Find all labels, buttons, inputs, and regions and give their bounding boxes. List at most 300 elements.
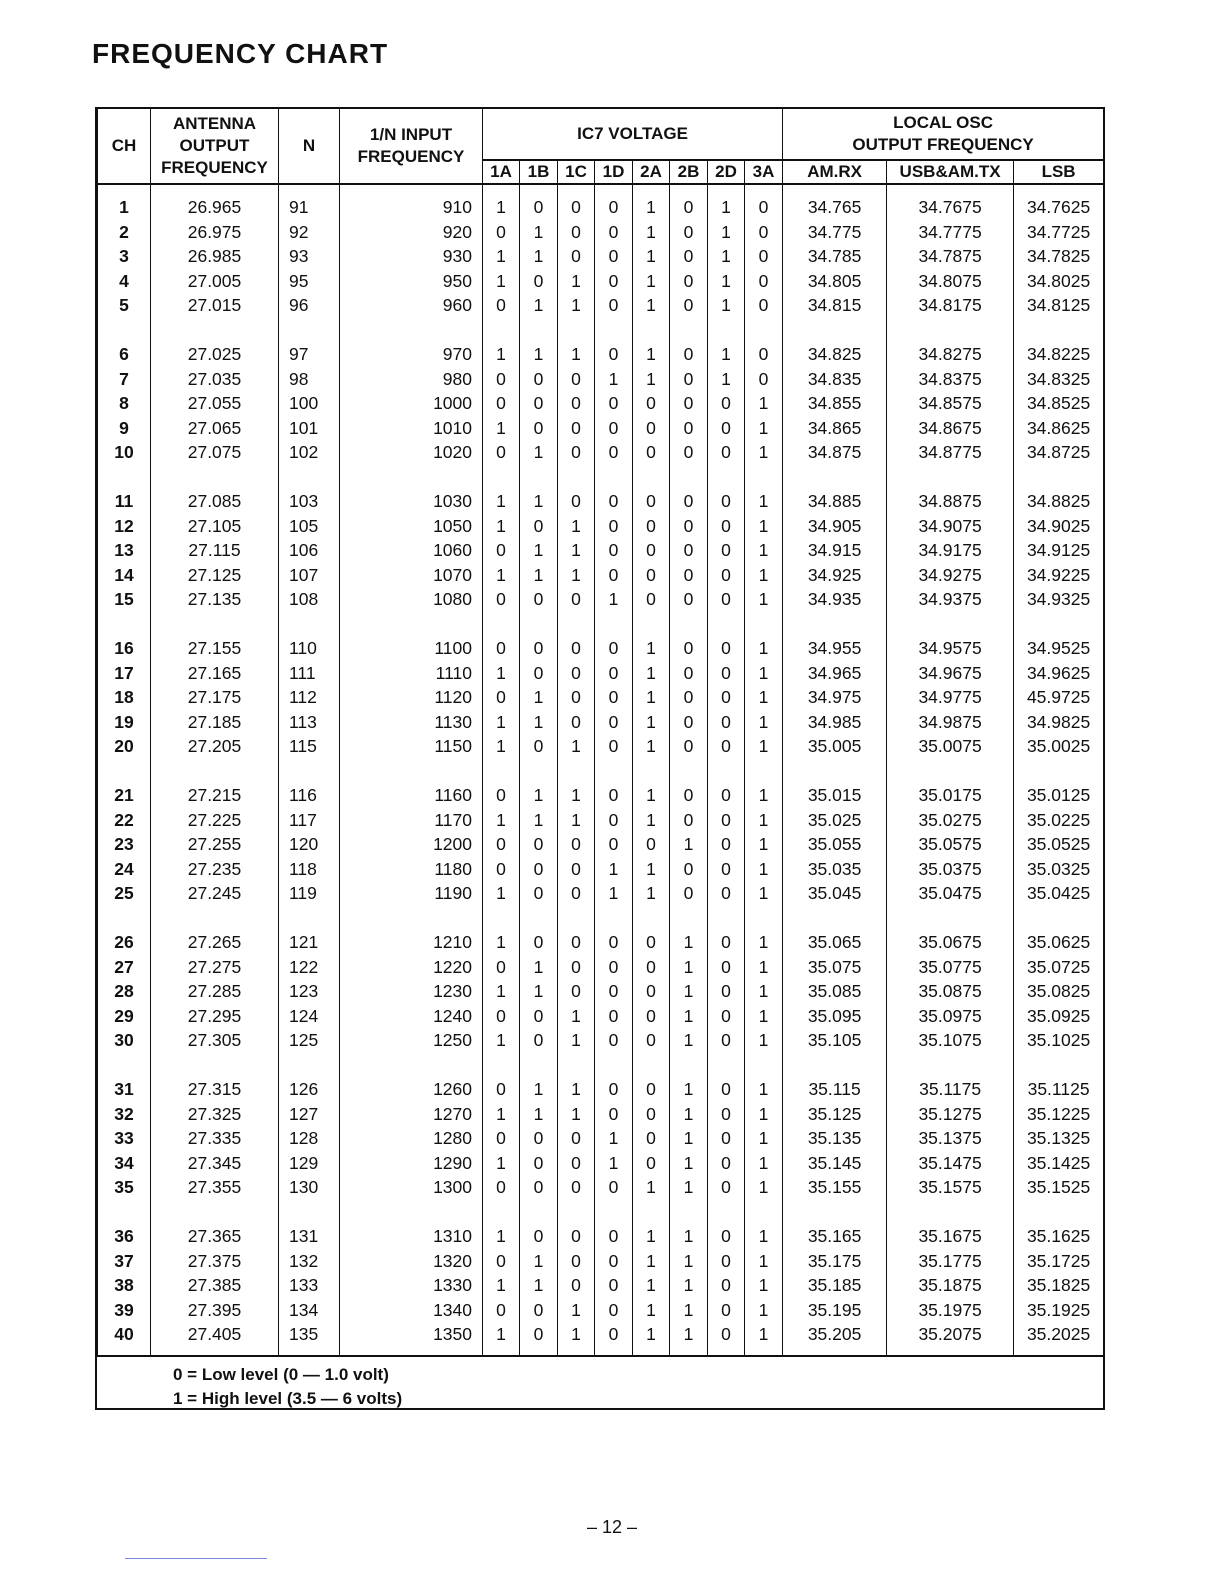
- ic7-1c-cell: 1: [558, 563, 595, 588]
- channel-cell: 24: [98, 857, 151, 882]
- ic7-2d-cell: 0: [708, 1077, 745, 1102]
- ic7-1c-cell: 0: [558, 367, 595, 392]
- am-rx-cell: 34.825: [783, 342, 887, 367]
- am-rx-cell: 35.075: [783, 955, 887, 980]
- n-cell: 102: [279, 440, 340, 465]
- ic7-3a-cell: 0: [745, 220, 783, 245]
- n-cell: 120: [279, 832, 340, 857]
- ic7-2b-cell: 0: [670, 636, 708, 661]
- input-frequency-cell: 1180: [340, 857, 483, 882]
- n-cell: 93: [279, 244, 340, 269]
- ic7-2b-cell: 1: [670, 1175, 708, 1200]
- input-frequency-cell: 1290: [340, 1151, 483, 1176]
- ic7-1d-cell: 0: [595, 979, 633, 1004]
- usb-am-tx-cell: 35.0775: [887, 955, 1014, 980]
- ic7-2a-cell: 0: [633, 1102, 670, 1127]
- n-cell: 130: [279, 1175, 340, 1200]
- ic7-1c-cell: 1: [558, 1028, 595, 1053]
- am-rx-cell: 35.115: [783, 1077, 887, 1102]
- channel-cell: 22: [98, 808, 151, 833]
- ic7-1d-cell: 0: [595, 269, 633, 294]
- table-row: [98, 220, 1104, 245]
- ic7-3a-cell: 1: [745, 1175, 783, 1200]
- ic7-2a-cell: 1: [633, 1249, 670, 1274]
- ic7-1c-cell: 1: [558, 1004, 595, 1029]
- ic7-1b-cell: 0: [520, 514, 558, 539]
- header-am-rx: AM.RX: [783, 160, 887, 184]
- ic7-1a-cell: 1: [483, 930, 520, 955]
- table-row: [98, 1175, 1104, 1200]
- table-row: [98, 881, 1104, 906]
- legend-low-level: 0 = Low level (0 — 1.0 volt): [173, 1364, 389, 1384]
- input-frequency-cell: 1110: [340, 661, 483, 686]
- channel-cell: 20: [98, 734, 151, 759]
- header-ic7-1b: 1B: [520, 160, 558, 184]
- ic7-1a-cell: 1: [483, 1102, 520, 1127]
- channel-cell: 17: [98, 661, 151, 686]
- input-frequency-cell: 1120: [340, 685, 483, 710]
- header-local-osc: LOCAL OSC OUTPUT FREQUENCY: [783, 109, 1104, 160]
- antenna-frequency-cell: 27.395: [151, 1298, 279, 1323]
- ic7-1c-cell: 0: [558, 440, 595, 465]
- ic7-2b-cell: 0: [670, 881, 708, 906]
- table-row: [98, 342, 1104, 367]
- n-cell: 101: [279, 416, 340, 441]
- ic7-1a-cell: 0: [483, 1298, 520, 1323]
- usb-am-tx-cell: 34.9075: [887, 514, 1014, 539]
- table-row: [98, 391, 1104, 416]
- ic7-2a-cell: 0: [633, 1126, 670, 1151]
- ic7-3a-cell: 1: [745, 440, 783, 465]
- ic7-2d-cell: 0: [708, 832, 745, 857]
- ic7-1d-cell: 0: [595, 220, 633, 245]
- ic7-1a-cell: 0: [483, 955, 520, 980]
- ic7-1d-cell: 0: [595, 342, 633, 367]
- ic7-1c-cell: 0: [558, 220, 595, 245]
- ic7-1c-cell: 0: [558, 416, 595, 441]
- ic7-1c-cell: 1: [558, 538, 595, 563]
- input-frequency-cell: 1220: [340, 955, 483, 980]
- ic7-1d-cell: 0: [595, 416, 633, 441]
- ic7-1a-cell: 1: [483, 661, 520, 686]
- usb-am-tx-cell: 34.8675: [887, 416, 1014, 441]
- input-frequency-cell: 1020: [340, 440, 483, 465]
- usb-am-tx-cell: 35.0275: [887, 808, 1014, 833]
- ic7-2d-cell: 0: [708, 1322, 745, 1347]
- am-rx-cell: 34.975: [783, 685, 887, 710]
- ic7-1c-cell: 0: [558, 661, 595, 686]
- input-frequency-cell: 1260: [340, 1077, 483, 1102]
- ic7-2a-cell: 1: [633, 685, 670, 710]
- ic7-2b-cell: 1: [670, 979, 708, 1004]
- ic7-1b-cell: 1: [520, 538, 558, 563]
- ic7-2a-cell: 0: [633, 440, 670, 465]
- table-row: [98, 955, 1104, 980]
- n-cell: 105: [279, 514, 340, 539]
- antenna-frequency-cell: 27.055: [151, 391, 279, 416]
- ic7-1b-cell: 0: [520, 367, 558, 392]
- ic7-1b-cell: 1: [520, 1077, 558, 1102]
- ic7-1d-cell: 0: [595, 832, 633, 857]
- usb-am-tx-cell: 35.1175: [887, 1077, 1014, 1102]
- lsb-cell: 35.1725: [1014, 1249, 1104, 1274]
- input-frequency-cell: 1060: [340, 538, 483, 563]
- usb-am-tx-cell: 35.1375: [887, 1126, 1014, 1151]
- ic7-2a-cell: 1: [633, 269, 670, 294]
- n-cell: 112: [279, 685, 340, 710]
- ic7-3a-cell: 1: [745, 661, 783, 686]
- lsb-cell: 34.8525: [1014, 391, 1104, 416]
- ic7-1a-cell: 0: [483, 832, 520, 857]
- ic7-1b-cell: 1: [520, 489, 558, 514]
- group-spacer: [98, 184, 1104, 195]
- ic7-1b-cell: 0: [520, 734, 558, 759]
- ic7-2b-cell: 0: [670, 710, 708, 735]
- ic7-1c-cell: 0: [558, 195, 595, 220]
- ic7-1b-cell: 0: [520, 1004, 558, 1029]
- antenna-frequency-cell: 27.365: [151, 1224, 279, 1249]
- usb-am-tx-cell: 34.7675: [887, 195, 1014, 220]
- lsb-cell: 35.0825: [1014, 979, 1104, 1004]
- ic7-2d-cell: 0: [708, 416, 745, 441]
- ic7-1a-cell: 0: [483, 1004, 520, 1029]
- ic7-3a-cell: 1: [745, 1273, 783, 1298]
- input-frequency-cell: 1130: [340, 710, 483, 735]
- lsb-cell: 34.8325: [1014, 367, 1104, 392]
- am-rx-cell: 34.985: [783, 710, 887, 735]
- ic7-1b-cell: 0: [520, 1028, 558, 1053]
- table-row: [98, 1249, 1104, 1274]
- usb-am-tx-cell: 35.0175: [887, 783, 1014, 808]
- chart-body: [98, 184, 1104, 1355]
- antenna-frequency-cell: 26.985: [151, 244, 279, 269]
- lsb-cell: 35.0525: [1014, 832, 1104, 857]
- ic7-2b-cell: 0: [670, 391, 708, 416]
- lsb-cell: 34.8125: [1014, 293, 1104, 318]
- antenna-frequency-cell: 27.375: [151, 1249, 279, 1274]
- header-n: N: [279, 109, 340, 184]
- channel-cell: 8: [98, 391, 151, 416]
- lsb-cell: 35.0425: [1014, 881, 1104, 906]
- ic7-1a-cell: 1: [483, 881, 520, 906]
- ic7-1c-cell: 1: [558, 293, 595, 318]
- ic7-2b-cell: 0: [670, 587, 708, 612]
- input-frequency-cell: 1080: [340, 587, 483, 612]
- ic7-1d-cell: 0: [595, 636, 633, 661]
- lsb-cell: 34.9525: [1014, 636, 1104, 661]
- ic7-1c-cell: 0: [558, 1151, 595, 1176]
- ic7-2d-cell: 0: [708, 1224, 745, 1249]
- ic7-3a-cell: 1: [745, 514, 783, 539]
- n-cell: 126: [279, 1077, 340, 1102]
- n-cell: 110: [279, 636, 340, 661]
- antenna-frequency-cell: 27.265: [151, 930, 279, 955]
- usb-am-tx-cell: 35.0575: [887, 832, 1014, 857]
- table-row: [98, 734, 1104, 759]
- n-cell: 135: [279, 1322, 340, 1347]
- n-cell: 133: [279, 1273, 340, 1298]
- ic7-2b-cell: 0: [670, 563, 708, 588]
- usb-am-tx-cell: 35.1875: [887, 1273, 1014, 1298]
- usb-am-tx-cell: 34.8775: [887, 440, 1014, 465]
- ic7-2d-cell: 0: [708, 734, 745, 759]
- am-rx-cell: 34.965: [783, 661, 887, 686]
- ic7-2d-cell: 0: [708, 710, 745, 735]
- input-frequency-cell: 1230: [340, 979, 483, 1004]
- ic7-3a-cell: 1: [745, 1077, 783, 1102]
- ic7-1c-cell: 0: [558, 930, 595, 955]
- ic7-1c-cell: 1: [558, 734, 595, 759]
- antenna-frequency-cell: 27.215: [151, 783, 279, 808]
- ic7-2a-cell: 1: [633, 244, 670, 269]
- channel-cell: 2: [98, 220, 151, 245]
- ic7-1b-cell: 0: [520, 857, 558, 882]
- n-cell: 115: [279, 734, 340, 759]
- ic7-3a-cell: 1: [745, 832, 783, 857]
- ic7-1d-cell: 0: [595, 563, 633, 588]
- ic7-2d-cell: 0: [708, 1273, 745, 1298]
- ic7-1d-cell: 1: [595, 881, 633, 906]
- ic7-3a-cell: 1: [745, 636, 783, 661]
- ic7-2a-cell: 1: [633, 220, 670, 245]
- channel-cell: 28: [98, 979, 151, 1004]
- ic7-2a-cell: 1: [633, 1273, 670, 1298]
- usb-am-tx-cell: 34.9675: [887, 661, 1014, 686]
- ic7-2b-cell: 0: [670, 685, 708, 710]
- input-frequency-cell: 1070: [340, 563, 483, 588]
- ic7-2d-cell: 0: [708, 1298, 745, 1323]
- ic7-3a-cell: 1: [745, 1126, 783, 1151]
- ic7-1c-cell: 1: [558, 1322, 595, 1347]
- am-rx-cell: 34.815: [783, 293, 887, 318]
- antenna-frequency-cell: 26.975: [151, 220, 279, 245]
- lsb-cell: 34.8825: [1014, 489, 1104, 514]
- lsb-cell: 35.0925: [1014, 1004, 1104, 1029]
- usb-am-tx-cell: 34.9775: [887, 685, 1014, 710]
- antenna-frequency-cell: 27.235: [151, 857, 279, 882]
- ic7-1a-cell: 1: [483, 416, 520, 441]
- ic7-1d-cell: 0: [595, 1249, 633, 1274]
- usb-am-tx-cell: 34.9575: [887, 636, 1014, 661]
- channel-cell: 32: [98, 1102, 151, 1127]
- ic7-1b-cell: 0: [520, 269, 558, 294]
- ic7-1a-cell: 0: [483, 783, 520, 808]
- ic7-3a-cell: 1: [745, 1249, 783, 1274]
- ic7-2b-cell: 1: [670, 1322, 708, 1347]
- lsb-cell: 35.1225: [1014, 1102, 1104, 1127]
- n-cell: 131: [279, 1224, 340, 1249]
- table-row: [98, 1077, 1104, 1102]
- channel-cell: 21: [98, 783, 151, 808]
- ic7-1b-cell: 0: [520, 391, 558, 416]
- ic7-1b-cell: 1: [520, 1102, 558, 1127]
- ic7-2d-cell: 0: [708, 685, 745, 710]
- input-frequency-cell: 1300: [340, 1175, 483, 1200]
- table-row: [98, 538, 1104, 563]
- ic7-2b-cell: 0: [670, 416, 708, 441]
- am-rx-cell: 35.035: [783, 857, 887, 882]
- ic7-1b-cell: 1: [520, 440, 558, 465]
- lsb-cell: 35.1525: [1014, 1175, 1104, 1200]
- channel-cell: 18: [98, 685, 151, 710]
- ic7-1c-cell: 1: [558, 783, 595, 808]
- ic7-2a-cell: 1: [633, 808, 670, 833]
- lsb-cell: 35.0725: [1014, 955, 1104, 980]
- channel-cell: 16: [98, 636, 151, 661]
- ic7-2a-cell: 1: [633, 857, 670, 882]
- ic7-1d-cell: 0: [595, 1077, 633, 1102]
- lsb-cell: 35.1625: [1014, 1224, 1104, 1249]
- n-cell: 103: [279, 489, 340, 514]
- input-frequency-cell: 920: [340, 220, 483, 245]
- ic7-1a-cell: 0: [483, 1077, 520, 1102]
- channel-cell: 15: [98, 587, 151, 612]
- lsb-cell: 35.1125: [1014, 1077, 1104, 1102]
- ic7-2a-cell: 0: [633, 1151, 670, 1176]
- ic7-1c-cell: 1: [558, 269, 595, 294]
- ic7-1d-cell: 1: [595, 857, 633, 882]
- ic7-2d-cell: 0: [708, 563, 745, 588]
- ic7-1c-cell: 0: [558, 1224, 595, 1249]
- channel-cell: 6: [98, 342, 151, 367]
- ic7-1a-cell: 0: [483, 685, 520, 710]
- ic7-1d-cell: 1: [595, 1151, 633, 1176]
- group-spacer: [98, 759, 1104, 784]
- channel-cell: 26: [98, 930, 151, 955]
- lsb-cell: 34.8625: [1014, 416, 1104, 441]
- ic7-1b-cell: 0: [520, 416, 558, 441]
- ic7-2a-cell: 1: [633, 1224, 670, 1249]
- am-rx-cell: 35.135: [783, 1126, 887, 1151]
- ic7-1b-cell: 1: [520, 808, 558, 833]
- ic7-1a-cell: 1: [483, 734, 520, 759]
- table-row: [98, 1004, 1104, 1029]
- am-rx-cell: 34.885: [783, 489, 887, 514]
- ic7-2b-cell: 1: [670, 955, 708, 980]
- n-cell: 123: [279, 979, 340, 1004]
- lsb-cell: 35.1325: [1014, 1126, 1104, 1151]
- am-rx-cell: 34.915: [783, 538, 887, 563]
- usb-am-tx-cell: 35.1675: [887, 1224, 1014, 1249]
- legend: [97, 1355, 1103, 1417]
- ic7-1c-cell: 0: [558, 1126, 595, 1151]
- ic7-1a-cell: 1: [483, 195, 520, 220]
- ic7-1b-cell: 0: [520, 1322, 558, 1347]
- ic7-3a-cell: 1: [745, 1322, 783, 1347]
- lsb-cell: 34.9625: [1014, 661, 1104, 686]
- ic7-1b-cell: 1: [520, 220, 558, 245]
- ic7-1d-cell: 0: [595, 1322, 633, 1347]
- ic7-3a-cell: 0: [745, 293, 783, 318]
- ic7-1d-cell: 1: [595, 1126, 633, 1151]
- ic7-1c-cell: 1: [558, 514, 595, 539]
- channel-cell: 14: [98, 563, 151, 588]
- n-cell: 107: [279, 563, 340, 588]
- ic7-1c-cell: 0: [558, 391, 595, 416]
- ic7-2a-cell: 0: [633, 391, 670, 416]
- channel-cell: 38: [98, 1273, 151, 1298]
- antenna-frequency-cell: 27.155: [151, 636, 279, 661]
- ic7-3a-cell: 1: [745, 587, 783, 612]
- ic7-1a-cell: 0: [483, 1126, 520, 1151]
- ic7-1d-cell: 0: [595, 808, 633, 833]
- table-row: [98, 979, 1104, 1004]
- ic7-1c-cell: 0: [558, 979, 595, 1004]
- lsb-cell: 34.9825: [1014, 710, 1104, 735]
- usb-am-tx-cell: 34.7875: [887, 244, 1014, 269]
- ic7-1d-cell: 0: [595, 734, 633, 759]
- ic7-1d-cell: 0: [595, 244, 633, 269]
- antenna-frequency-cell: 27.175: [151, 685, 279, 710]
- ic7-1a-cell: 0: [483, 440, 520, 465]
- ic7-2d-cell: 0: [708, 1249, 745, 1274]
- n-cell: 113: [279, 710, 340, 735]
- table-row: [98, 1028, 1104, 1053]
- ic7-1a-cell: 1: [483, 1322, 520, 1347]
- ic7-1b-cell: 0: [520, 930, 558, 955]
- ic7-3a-cell: 1: [745, 710, 783, 735]
- header-ch: CH: [98, 109, 151, 184]
- am-rx-cell: 34.855: [783, 391, 887, 416]
- ic7-3a-cell: 0: [745, 367, 783, 392]
- group-spacer: [98, 465, 1104, 490]
- ic7-1a-cell: 0: [483, 1249, 520, 1274]
- ic7-2b-cell: 0: [670, 661, 708, 686]
- ic7-1a-cell: 1: [483, 1273, 520, 1298]
- ic7-1d-cell: 1: [595, 367, 633, 392]
- am-rx-cell: 34.955: [783, 636, 887, 661]
- table-row: [98, 783, 1104, 808]
- ic7-3a-cell: 1: [745, 857, 783, 882]
- ic7-2a-cell: 0: [633, 955, 670, 980]
- ic7-1a-cell: 0: [483, 636, 520, 661]
- usb-am-tx-cell: 34.9275: [887, 563, 1014, 588]
- table-row: [98, 857, 1104, 882]
- input-frequency-cell: 1000: [340, 391, 483, 416]
- ic7-1d-cell: 0: [595, 440, 633, 465]
- ic7-2d-cell: 0: [708, 1004, 745, 1029]
- table-row: [98, 269, 1104, 294]
- antenna-frequency-cell: 27.305: [151, 1028, 279, 1053]
- ic7-2d-cell: 1: [708, 244, 745, 269]
- usb-am-tx-cell: 35.0975: [887, 1004, 1014, 1029]
- am-rx-cell: 34.765: [783, 195, 887, 220]
- input-frequency-cell: 1150: [340, 734, 483, 759]
- lsb-cell: 34.9325: [1014, 587, 1104, 612]
- am-rx-cell: 34.875: [783, 440, 887, 465]
- header-ic7-2a: 2A: [633, 160, 670, 184]
- n-cell: 96: [279, 293, 340, 318]
- antenna-frequency-cell: 27.335: [151, 1126, 279, 1151]
- antenna-frequency-cell: 27.005: [151, 269, 279, 294]
- antenna-frequency-cell: 27.035: [151, 367, 279, 392]
- ic7-1c-cell: 0: [558, 489, 595, 514]
- ic7-1c-cell: 0: [558, 955, 595, 980]
- ic7-3a-cell: 1: [745, 881, 783, 906]
- table-row: [98, 293, 1104, 318]
- ic7-2b-cell: 0: [670, 244, 708, 269]
- ic7-3a-cell: 1: [745, 979, 783, 1004]
- lsb-cell: 35.0125: [1014, 783, 1104, 808]
- ic7-1d-cell: 0: [595, 514, 633, 539]
- table-row: [98, 440, 1104, 465]
- ic7-1b-cell: 1: [520, 244, 558, 269]
- table-row: [98, 930, 1104, 955]
- input-frequency-cell: 1100: [340, 636, 483, 661]
- table-row: [98, 489, 1104, 514]
- table-row: [98, 195, 1104, 220]
- antenna-frequency-cell: 27.075: [151, 440, 279, 465]
